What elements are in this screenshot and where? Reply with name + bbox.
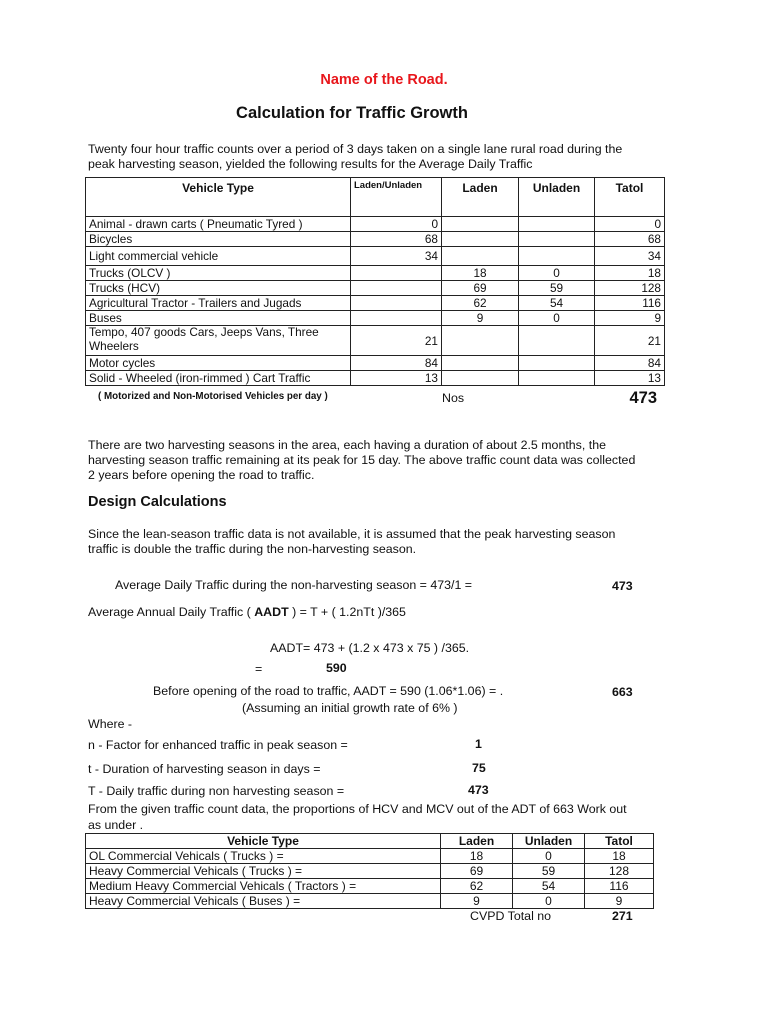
laden-cell (442, 247, 519, 266)
vehicle-type-cell: Trucks (OLCV ) (86, 266, 351, 281)
harvest-paragraph (88, 438, 658, 483)
vehicle-type-cell: Light commercial vehicle (86, 247, 351, 266)
n-label: n - Factor for enhanced traffic in peak season = (88, 738, 348, 752)
laden-unladen-cell (351, 281, 442, 296)
vehicle-type-cell: Heavy Commercial Vehicals ( Buses ) = (86, 894, 441, 909)
laden-unladen-cell: 0 (351, 217, 442, 232)
paragraph-line: Since the lean-season traffic data is not available, it is assumed that the peak harvesting season (88, 527, 616, 541)
traffic-count-table (85, 177, 665, 386)
laden-unladen-cell: 21 (351, 326, 442, 356)
vehicle-type-line: Tempo, 407 goods Cars, Jeeps Vans, Three (89, 324, 319, 339)
table-row (86, 232, 665, 247)
total-cell: 84 (595, 356, 665, 371)
unladen-cell (519, 247, 595, 266)
table-footer-note: ( Motorized and Non-Motorised Vehicles per day ) (98, 391, 328, 402)
table-row (86, 311, 665, 326)
unladen-cell (519, 371, 595, 386)
unladen-cell: 59 (519, 281, 595, 296)
total-cell: 13 (595, 371, 665, 386)
aadt-text-pre: Average Annual Daily Traffic ( (88, 605, 255, 619)
laden-cell: 18 (441, 849, 513, 864)
vehicle-type-cell: Heavy Commercial Vehicals ( Trucks ) = (86, 864, 441, 879)
table-row (86, 247, 665, 266)
table-row (86, 894, 654, 909)
total-cell: 21 (595, 326, 665, 356)
header-total: Tatol (585, 834, 654, 849)
total-cell: 68 (595, 232, 665, 247)
unladen-cell: 0 (519, 311, 595, 326)
cvpd-total-label: CVPD Total no (470, 909, 552, 923)
table-row (86, 281, 665, 296)
n-value: 1 (475, 737, 482, 751)
table-row (86, 356, 665, 371)
table-footer-unit: Nos (442, 391, 465, 405)
vehicle-type-cell (86, 326, 351, 356)
total-cell: 18 (595, 266, 665, 281)
table-header-row (86, 178, 665, 217)
unladen-cell (519, 232, 595, 247)
unladen-cell: 54 (519, 296, 595, 311)
vehicle-type-cell: OL Commercial Vehicals ( Trucks ) = (86, 849, 441, 864)
T-label: T - Daily traffic during non harvesting season = (88, 784, 345, 798)
assumption-paragraph (88, 527, 658, 557)
total-cell: 116 (595, 296, 665, 311)
laden-cell (442, 356, 519, 371)
vehicle-type-line: Wheelers (89, 338, 139, 353)
road-name: Name of the Road. (320, 72, 448, 88)
vehicle-type-cell: Buses (86, 311, 351, 326)
intro-line: peak harvesting season, yielded the following results for the Average Daily Traffic (88, 157, 533, 171)
laden-unladen-cell: 34 (351, 247, 442, 266)
unladen-cell: 59 (513, 864, 585, 879)
vehicle-type-cell: Bicycles (86, 232, 351, 247)
table-row (86, 371, 665, 386)
paragraph-line: harvesting season traffic remaining at its peak for 15 day. The above traffic count data was collected (88, 453, 636, 467)
unladen-cell: 0 (519, 266, 595, 281)
laden-cell: 9 (442, 311, 519, 326)
total-cell: 9 (595, 311, 665, 326)
where-label: Where - (88, 717, 133, 731)
total-cell: 18 (585, 849, 654, 864)
equals-sign: = (255, 662, 263, 676)
opening-value: 663 (612, 685, 633, 699)
laden-cell: 69 (442, 281, 519, 296)
commercial-vehicles-table (85, 833, 654, 909)
laden-unladen-cell (351, 266, 442, 281)
laden-cell: 69 (441, 864, 513, 879)
header-vehicle-type: Vehicle Type (86, 178, 351, 217)
table-row (86, 217, 665, 232)
laden-cell: 62 (441, 879, 513, 894)
unladen-cell (519, 356, 595, 371)
table-row (86, 849, 654, 864)
unladen-cell: 0 (513, 894, 585, 909)
t-label: t - Duration of harvesting season in days = (88, 762, 321, 776)
vehicle-type-cell: Medium Heavy Commercial Vehicals ( Tractors ) = (86, 879, 441, 894)
table-header-row (86, 834, 654, 849)
proportion-line: From the given traffic count data, the proportions of HCV and MCV out of the ADT of 663 Work out (88, 802, 627, 816)
unladen-cell: 0 (513, 849, 585, 864)
intro-line: Twenty four hour traffic counts over a period of 3 days taken on a single lane rural road during the (88, 142, 623, 156)
t-value: 75 (472, 761, 486, 775)
laden-cell (442, 326, 519, 356)
laden-cell: 18 (442, 266, 519, 281)
laden-cell: 9 (441, 894, 513, 909)
table-row (86, 326, 665, 356)
aadt-value: 590 (326, 661, 347, 675)
vehicle-type-cell: Trucks (HCV) (86, 281, 351, 296)
header-total: Tatol (595, 178, 665, 217)
total-cell: 0 (595, 217, 665, 232)
unladen-cell (519, 217, 595, 232)
opening-label: Before opening of the road to traffic, AADT = 590 (1.06*1.06) = . (153, 684, 504, 698)
table-row (86, 266, 665, 281)
aadt-definition (88, 605, 406, 619)
laden-cell (442, 217, 519, 232)
aadt-formula: AADT= 473 + (1.2 x 473 x 75 ) /365. (270, 641, 470, 655)
total-cell: 34 (595, 247, 665, 266)
laden-cell: 62 (442, 296, 519, 311)
aadt-abbrev: AADT (254, 605, 289, 619)
header-laden: Laden (442, 178, 519, 217)
paragraph-line: 2 years before opening the road to traffic. (88, 468, 315, 482)
paragraph-line: There are two harvesting seasons in the area, each having a duration of about 2.5 months, the (88, 438, 606, 452)
total-cell: 128 (595, 281, 665, 296)
laden-unladen-cell: 68 (351, 232, 442, 247)
design-heading: Design Calculations (88, 494, 227, 510)
vehicle-type-cell: Solid - Wheeled (iron-rimmed ) Cart Traffic (86, 371, 351, 386)
header-laden-unladen: Laden/Unladen (351, 178, 442, 217)
laden-cell (442, 371, 519, 386)
vehicle-type-cell: Animal - drawn carts ( Pneumatic Tyred ) (86, 217, 351, 232)
laden-unladen-cell: 84 (351, 356, 442, 371)
T-value: 473 (468, 783, 489, 797)
total-cell: 128 (585, 864, 654, 879)
table-row (86, 864, 654, 879)
intro-paragraph (88, 142, 658, 172)
laden-unladen-cell (351, 311, 442, 326)
adt-value: 473 (612, 579, 633, 593)
table-footer-total: 473 (629, 389, 657, 407)
proportion-line: as under . (88, 818, 144, 832)
growth-note: (Assuming an initial growth rate of 6% ) (242, 701, 458, 715)
table-row (86, 879, 654, 894)
header-vehicle-type: Vehicle Type (86, 834, 441, 849)
paragraph-line: traffic is double the traffic during the non-harvesting season. (88, 542, 417, 556)
unladen-cell (519, 326, 595, 356)
header-laden: Laden (441, 834, 513, 849)
vehicle-type-cell: Agricultural Tractor - Trailers and Jugads (86, 296, 351, 311)
aadt-text-post: ) = T + ( 1.2nTt )/365 (288, 605, 406, 619)
adt-label: Average Daily Traffic during the non-harvesting season = 473/1 = (115, 578, 473, 592)
page-title: Calculation for Traffic Growth (236, 104, 468, 122)
total-cell: 116 (585, 879, 654, 894)
header-unladen: Unladen (513, 834, 585, 849)
laden-unladen-cell: 13 (351, 371, 442, 386)
table-row (86, 296, 665, 311)
laden-cell (442, 232, 519, 247)
laden-unladen-cell (351, 296, 442, 311)
vehicle-type-cell: Motor cycles (86, 356, 351, 371)
total-cell: 9 (585, 894, 654, 909)
header-unladen: Unladen (519, 178, 595, 217)
unladen-cell: 54 (513, 879, 585, 894)
cvpd-total-value: 271 (612, 909, 633, 923)
